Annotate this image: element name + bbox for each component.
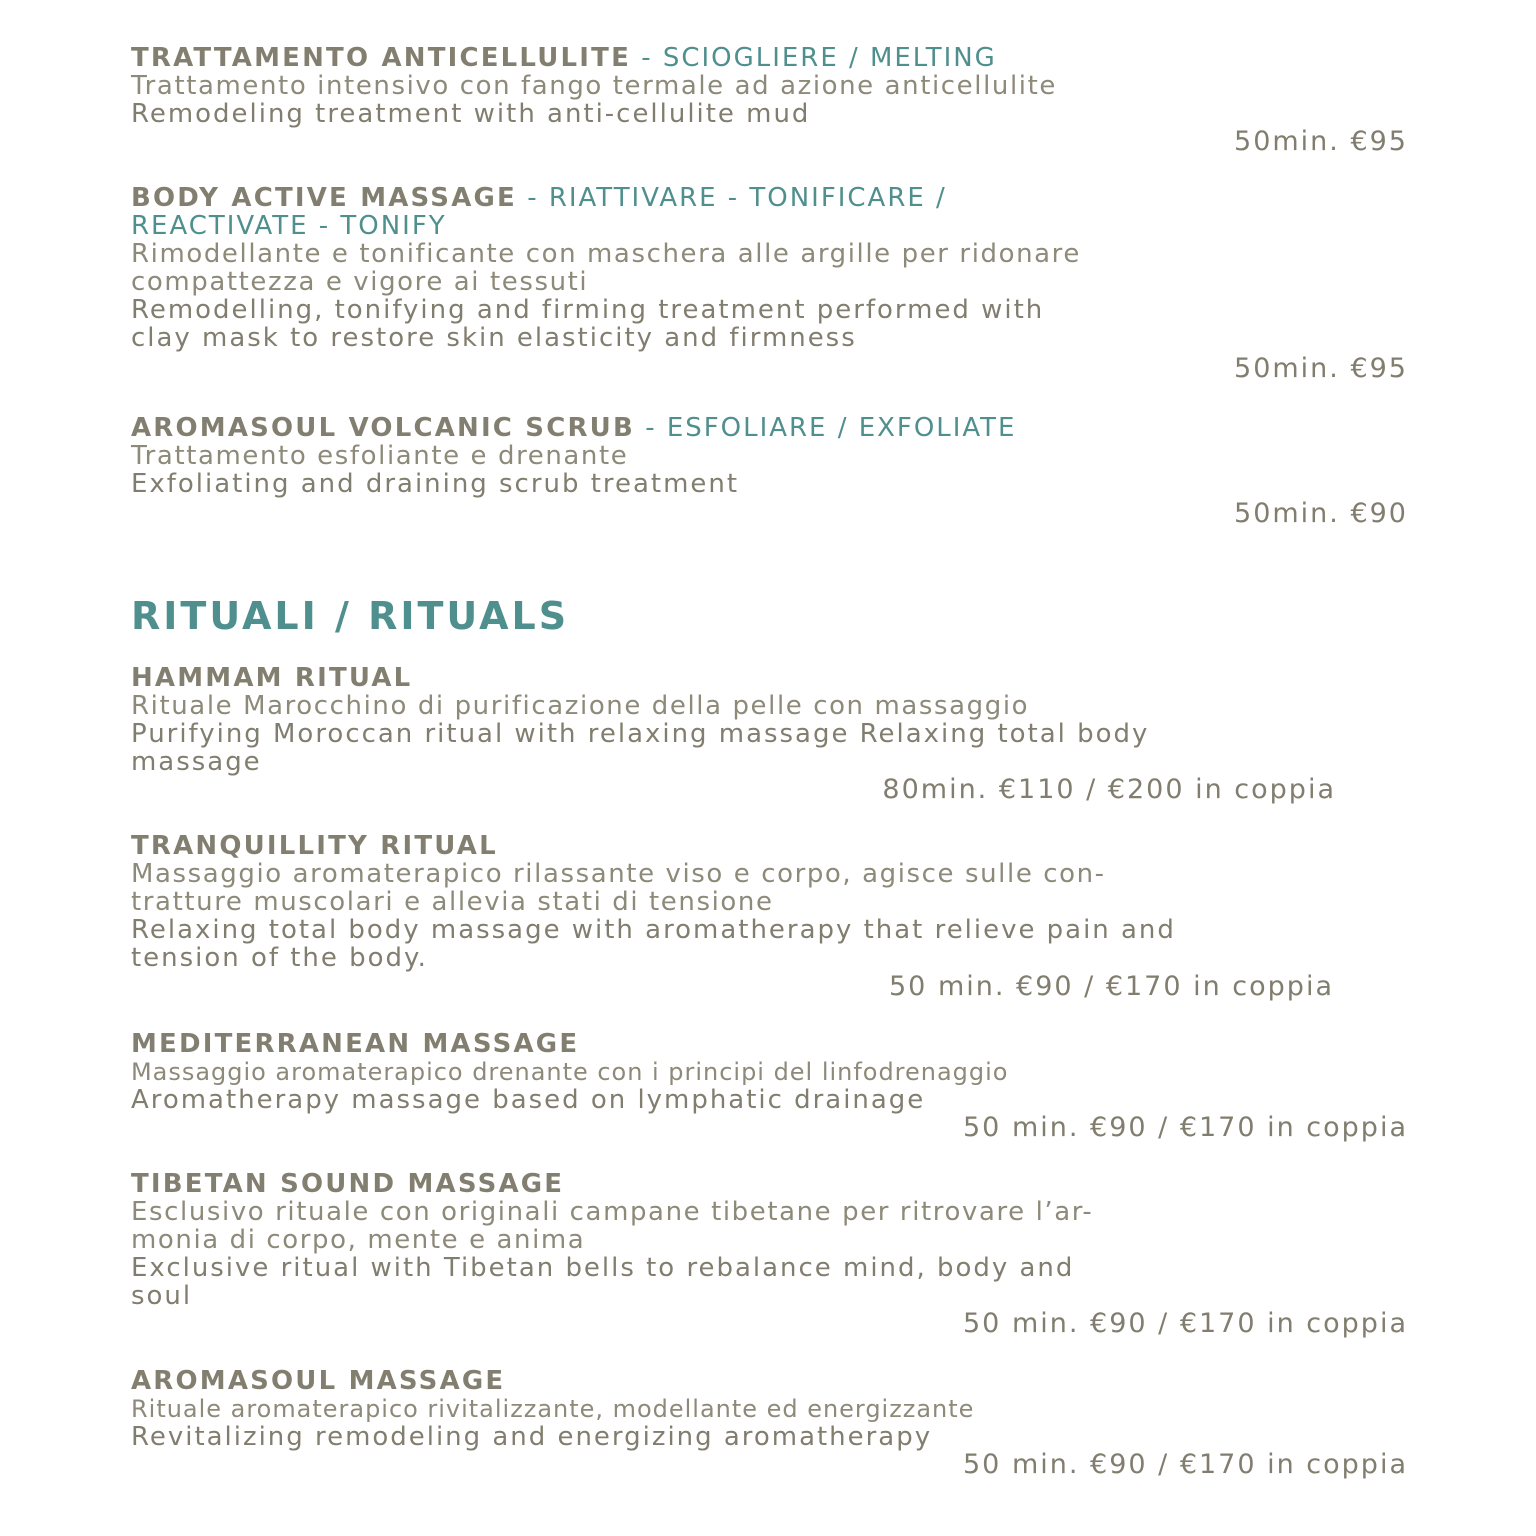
ritual-title: TIBETAN SOUND MASSAGE xyxy=(131,1169,565,1199)
description-it: Rituale aromaterapico rivitalizzante, modellante ed energizzante xyxy=(131,1395,975,1423)
ritual-price: 50 min. €90 / €170 in coppia xyxy=(889,971,1334,1002)
description-it: tratture muscolari e allevia stati di tensione xyxy=(131,887,774,917)
treatment-title xyxy=(131,184,1410,212)
ritual-title: HAMMAM RITUAL xyxy=(131,663,413,693)
treatment-subtitle: - RIATTIVARE - TONIFICARE / xyxy=(516,183,947,213)
description-en: Exfoliating and draining scrub treatment xyxy=(131,469,740,499)
description-it: Trattamento esfoliante e drenante xyxy=(131,441,629,471)
ritual-aromasoul xyxy=(131,1367,1411,1451)
description-en: Revitalizing remodeling and energizing aromatherapy xyxy=(131,1422,933,1452)
description-it: Trattamento intensivo con fango termale ad azione anticellulite xyxy=(131,71,1057,101)
ritual-tibetan xyxy=(131,1170,1411,1310)
treatment-name: AROMASOUL VOLCANIC SCRUB xyxy=(131,413,635,443)
ritual-price: 50 min. €90 / €170 in coppia xyxy=(963,1112,1408,1143)
ritual-title: MEDITERRANEAN MASSAGE xyxy=(131,1029,580,1059)
treatment-name: TRATTAMENTO ANTICELLULITE xyxy=(131,43,632,73)
description-it: Esclusivo rituale con originali campane tibetane per ritrovare l’ar- xyxy=(131,1197,1094,1227)
section-heading: RITUALI / RITUALS xyxy=(131,594,570,638)
description-it: monia di corpo, mente e anima xyxy=(131,1225,586,1255)
description-en: soul xyxy=(131,1281,193,1311)
description-it: Rimodellante e tonificante con maschera alle argille per ridonare xyxy=(131,239,1081,269)
treatment-title xyxy=(131,414,1410,442)
treatment-price: 50min. €95 xyxy=(1234,126,1408,157)
treatment-subtitle: - ESFOLIARE / EXFOLIATE xyxy=(634,413,1017,443)
ritual-tranquillity xyxy=(131,832,1411,972)
description-en: Aromatherapy massage based on lymphatic drainage xyxy=(131,1085,926,1115)
treatment-volcanic-scrub xyxy=(131,414,1411,498)
treatment-anticellulite xyxy=(131,44,1411,128)
description-en: massage xyxy=(131,747,262,777)
description-en: Exclusive ritual with Tibetan bells to rebalance mind, body and xyxy=(131,1253,1075,1283)
treatment-name: BODY ACTIVE MASSAGE xyxy=(131,183,517,213)
treatment-price: 50min. €95 xyxy=(1234,353,1408,384)
description-en: Relaxing total body massage with aromatherapy that relieve pain and xyxy=(131,915,1176,945)
description-it: Massaggio aromaterapico rilassante viso e corpo, agisce sulle con- xyxy=(131,859,1106,889)
ritual-price: 50 min. €90 / €170 in coppia xyxy=(963,1449,1408,1480)
ritual-title: TRANQUILLITY RITUAL xyxy=(131,831,498,861)
treatment-price: 50min. €90 xyxy=(1234,498,1408,529)
description-it: Massaggio aromaterapico drenante con i principi del linfodrenaggio xyxy=(131,1058,1009,1086)
ritual-mediterranean xyxy=(131,1030,1411,1114)
description-en: Purifying Moroccan ritual with relaxing massage Relaxing total body xyxy=(131,719,1150,749)
ritual-price: 50 min. €90 / €170 in coppia xyxy=(963,1308,1408,1339)
ritual-hammam xyxy=(131,664,1411,776)
ritual-price: 80min. €110 / €200 in coppia xyxy=(882,774,1336,805)
description-it: Rituale Marocchino di purificazione della pelle con massaggio xyxy=(131,691,1030,721)
treatment-subtitle-2: REACTIVATE - TONIFY xyxy=(131,211,447,241)
treatment-subtitle: - SCIOGLIERE / MELTING xyxy=(631,43,997,73)
description-en: Remodelling, tonifying and firming treatment performed with xyxy=(131,295,1045,325)
ritual-title: AROMASOUL MASSAGE xyxy=(131,1366,506,1396)
description-en: tension of the body. xyxy=(131,943,428,973)
treatment-body-active xyxy=(131,184,1411,352)
description-en: Remodeling treatment with anti-cellulite mud xyxy=(131,99,811,129)
treatment-title xyxy=(131,44,1410,72)
description-it: compattezza e vigore ai tessuti xyxy=(131,267,589,297)
description-en: clay mask to restore skin elasticity and firmness xyxy=(131,323,857,353)
